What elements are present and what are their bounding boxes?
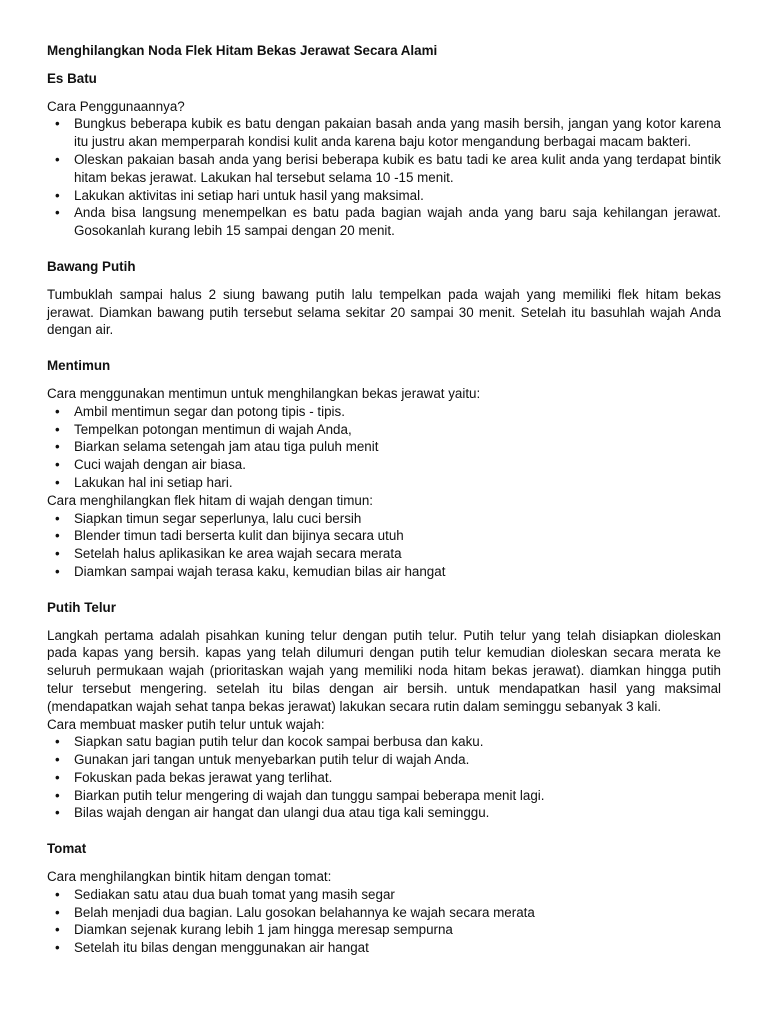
list-item: • Siapkan satu bagian putih telur dan kocok sampai berbusa dan kaku.	[74, 733, 721, 751]
document-title: Menghilangkan Noda Flek Hitam Bekas Jerawat Secara Alami	[47, 43, 438, 58]
list-item: • Setelah halus aplikasikan ke area wajah secara merata	[74, 545, 721, 563]
tomat-intro: Cara menghilangkan bintik hitam dengan tomat:	[47, 869, 332, 885]
list-item: • Bungkus beberapa kubik es batu dengan pakaian basah anda yang masih bersih, jangan yang kotor karena itu justru akan memperparah kondisi kulit anda karena baju kotor mengandung berbagai macam bakteri.	[74, 115, 721, 151]
list-item: • Diamkan sejenak kurang lebih 1 jam hingga meresap sempurna	[74, 921, 721, 939]
list-item: • Bilas wajah dengan air hangat dan ulangi dua atau tiga kali seminggu.	[74, 804, 721, 822]
putih-telur-list	[47, 733, 721, 822]
list-item: • Fokuskan pada bekas jerawat yang terlihat.	[74, 769, 721, 787]
es-batu-list	[47, 115, 721, 240]
heading-es-batu: Es Batu	[47, 70, 97, 86]
list-item: • Siapkan timun segar seperlunya, lalu cuci bersih	[74, 510, 721, 528]
tomat-list	[47, 886, 721, 957]
heading-mentimun: Mentimun	[47, 358, 111, 374]
mentimun-intro-1: Cara menggunakan mentimun untuk menghilangkan bekas jerawat yaitu:	[47, 385, 481, 401]
list-item: • Blender timun tadi berserta kulit dan bijinya secara utuh	[74, 527, 721, 545]
list-item: • Biarkan selama setengah jam atau tiga puluh menit	[74, 438, 721, 456]
es-batu-intro: Cara Penggunaannya?	[47, 98, 185, 114]
list-item: • Anda bisa langsung menempelkan es batu pada bagian wajah anda yang baru saja kehilangan jerawat. Gosokanlah kurang lebih 15 sampai dengan 20 menit.	[74, 204, 721, 240]
mentimun-list-2	[47, 510, 721, 581]
bawang-putih-paragraph: Tumbuklah sampai halus 2 siung bawang putih lalu tempelkan pada wajah yang memiliki flek hitam bekas jerawat. Diamkan bawang putih tersebut selama sekitar 20 sampai 30 menit. Setelah itu basuhlah wajah Anda dengan air.	[47, 286, 721, 338]
heading-putih-telur: Putih Telur	[47, 599, 116, 615]
list-item: • Belah menjadi dua bagian. Lalu gosokan belahannya ke wajah secara merata	[74, 904, 721, 922]
heading-tomat: Tomat	[47, 841, 87, 857]
putih-telur-paragraph: Langkah pertama adalah pisahkan kuning telur dengan putih telur. Putih telur yang telah disiapkan dioleskan pada kapas yang bersih. kapas yang telah dilumuri dengan putih telur kemudian dioleskan secara merata ke seluruh permukaan wajah (prioritaskan wajah yang memiliki noda hitam bekas jerawat). diamkan hingga putih telur tersebut mengering. setelah itu bilas dengan air bersih. untuk mendapatkan hasil yang maksimal (mendapatkan wajah sehat tanpa bekas jerawat) lakukan secara rutin dalam seminggu sebanyak 3 kali.	[47, 627, 721, 714]
mentimun-list-1	[47, 403, 721, 492]
list-item: • Ambil mentimun segar dan potong tipis - tipis.	[74, 403, 721, 421]
heading-bawang-putih: Bawang Putih	[47, 258, 136, 274]
list-item: • Lakukan aktivitas ini setiap hari untuk hasil yang maksimal.	[74, 187, 721, 205]
list-item: • Tempelkan potongan mentimun di wajah Anda,	[74, 421, 721, 439]
list-item: • Cuci wajah dengan air biasa.	[74, 456, 721, 474]
list-item: • Gunakan jari tangan untuk menyebarkan putih telur di wajah Anda.	[74, 751, 721, 769]
list-item: • Diamkan sampai wajah terasa kaku, kemudian bilas air hangat	[74, 563, 721, 581]
putih-telur-intro: Cara membuat masker putih telur untuk wajah:	[47, 716, 325, 732]
list-item: • Oleskan pakaian basah anda yang berisi beberapa kubik es batu tadi ke area kulit anda yang terdapat bintik hitam bekas jerawat. Lakukan hal tersebut selama 10 -15 menit.	[74, 151, 721, 187]
mentimun-intro-2: Cara menghilangkan flek hitam di wajah dengan timun:	[47, 492, 374, 508]
list-item: • Setelah itu bilas dengan menggunakan air hangat	[74, 939, 721, 957]
list-item: • Sediakan satu atau dua buah tomat yang masih segar	[74, 886, 721, 904]
list-item: • Biarkan putih telur mengering di wajah dan tunggu sampai beberapa menit lagi.	[74, 787, 721, 805]
list-item: • Lakukan hal ini setiap hari.	[74, 474, 721, 492]
